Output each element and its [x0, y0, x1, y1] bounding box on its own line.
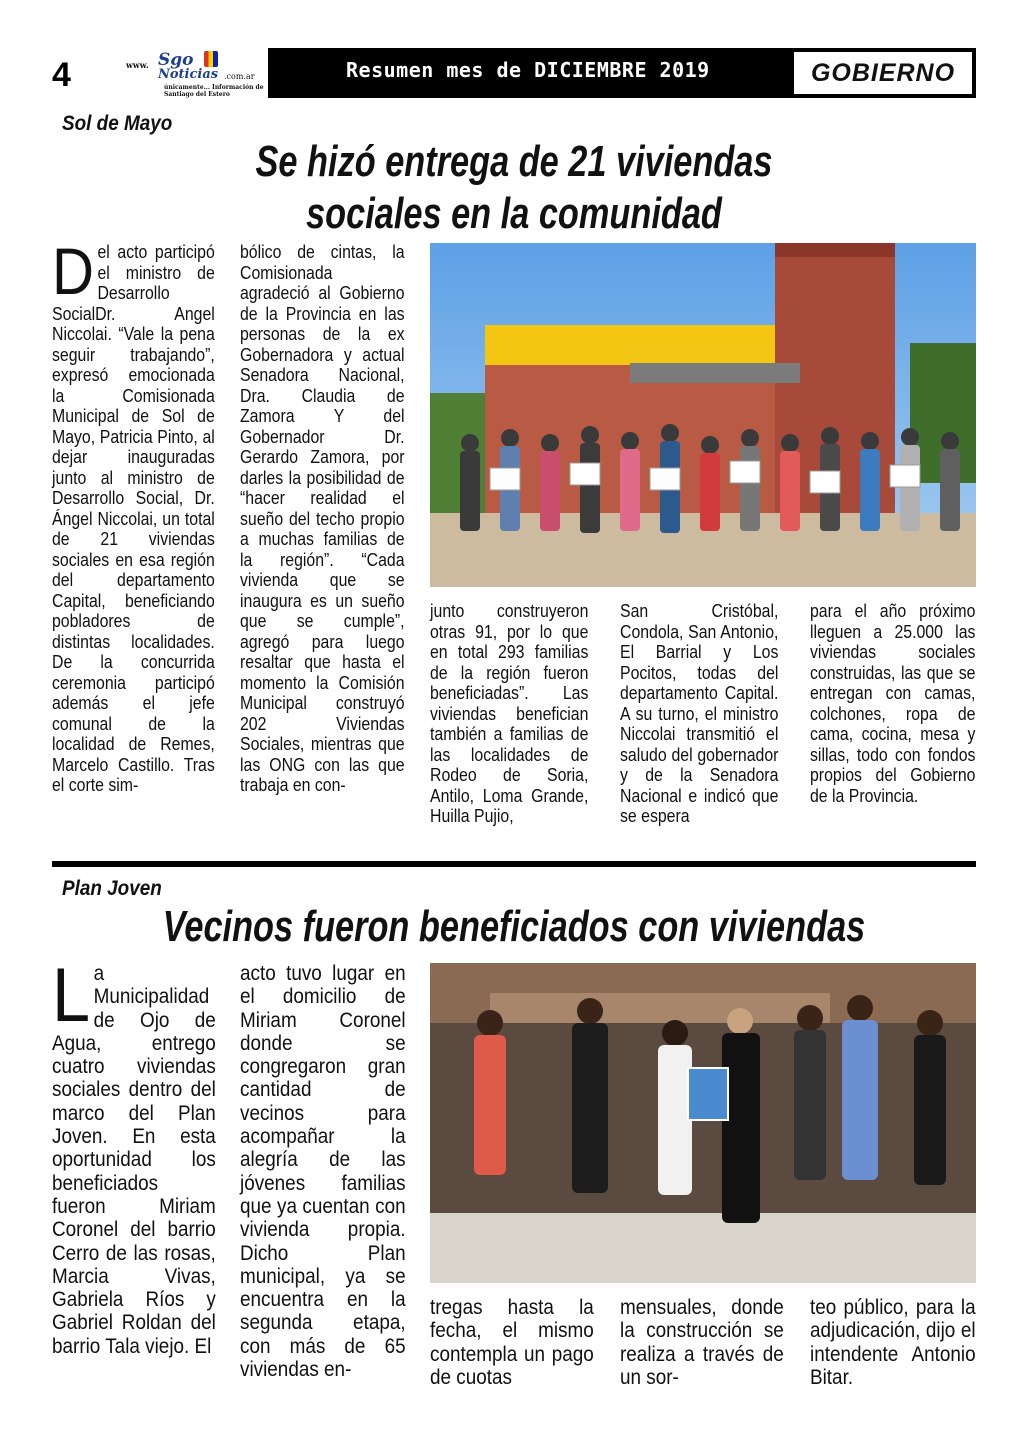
article2-photo-plan-joven	[430, 963, 976, 1283]
section-label: GOBIERNO	[810, 59, 956, 87]
article1-col2-text: bólico de cintas, la Comisionada agradeció al Gobierno de la Provincia en las personas de la ex Gobernadora y actual Senadora Nacional, Dra. Claudia de Zamora Y del Gobernador Dr. Gerardo Zamora, por darles la posibilidad de “hacer realidad el sueño del techo propio a muchas familias de la región”. “Cada vivienda que se inaugura es un sueño que se cumple”, agregó para luego resaltar que hasta el momento la Comisión Municipal construyó 202 Viviendas Sociales, mientras que las ONG con las que trabaja en con-	[240, 242, 405, 795]
article1-headline-line2: sociales en la comunidad	[306, 189, 722, 238]
article2-column-3	[430, 1296, 594, 1432]
logo-name-bottom: Noticias	[158, 67, 219, 82]
section-label-box	[794, 52, 972, 94]
article1-col3-text: junto construyeron otras 91, por lo que en total 293 familias de la región fueron beneficiadas”. Las viviendas benefician también a familias de las localidades de Rodeo de Soria, Antilo, Loma Grande, Huilla Pujio,	[430, 601, 589, 826]
article1-column-4	[620, 601, 778, 851]
article1-column-3	[430, 601, 588, 851]
article2-column-2	[240, 962, 406, 1432]
article1-col5-text: para el año próximo lleguen a 25.000 las viviendas sociales construidas, las que se entregan con camas, colchones, ropa de cama, cocina, mesa y sillas, todo con fondos propios del Gobierno de la Provincia.	[810, 601, 976, 806]
article2-kicker: Plan Joven	[62, 877, 162, 900]
logo-www: www.	[126, 60, 149, 70]
sgo-noticias-logo	[118, 48, 268, 108]
article2-col1-text: a Municipalidad de Ojo de Agua, entrego cuatro viviendas sociales dentro del marco del Plan Joven. En esta oportunidad los beneficiados fueron Miriam Coronel del barrio Cerro de las rosas, Marcia Vivas, Gabriela Ríos y Gabriel Roldan del barrio Tala viejo. El	[52, 962, 216, 1358]
logo-tagline: únicamente... Información de Santiago del Estero	[164, 84, 264, 98]
article2-col4-text: mensuales, donde la construcción se realiza a través de un sor-	[620, 1296, 784, 1389]
article2-column-4	[620, 1296, 784, 1432]
article1-headline-line1: Se hizó entrega de 21 viviendas	[255, 137, 773, 186]
article2-dropcap: L	[52, 953, 91, 1038]
article1-col1-text: el acto participó el ministro de Desarrollo SocialDr. Angel Niccolai. “Vale la pena seguir trabajando”, expresó emocionada la Comisionada Municipal de Sol de Mayo, Patricia Pinto, al dejar inauguradas junto al ministro de Desarrollo Social, Dr. Ángel Niccolai, un total de 21 viviendas sociales en esa región del departamento Capital, beneficiando pobladores de distintas localidades. De la concurrida ceremonia participó además el jefe comunal de la localidad de Remes, Marcelo Castillo. Tras el corte sim-	[52, 242, 215, 795]
article1-column-1	[52, 234, 215, 852]
article1-column-5	[810, 601, 975, 851]
article2-column-1	[52, 953, 216, 1432]
logo-name-top: Sgo	[158, 50, 194, 70]
flag-icon	[204, 51, 218, 67]
article1-dropcap: D	[52, 234, 94, 308]
article1-photo-housing-delivery	[430, 243, 976, 587]
header-bar	[268, 48, 976, 98]
article2-col3-text: tregas hasta la fecha, el mismo contempla un pago de cuotas	[430, 1296, 594, 1389]
group-photo-image	[430, 243, 976, 587]
section-divider	[52, 861, 976, 867]
article2-headline: Vecinos fueron beneficiados con viviendas	[162, 902, 866, 951]
article2-col5-text: teo público, para la adjudicación, dijo el intendente Antonio Bitar.	[810, 1296, 976, 1389]
article1-col4-text: San Cristóbal, Condola, San Antonio, El Barrial y Los Pocitos, todas del departamento Capital. A su turno, el ministro Niccolai transmitió el saludo del gobernador y de la Senadora Nacional e indicó que se espera	[620, 601, 779, 826]
delivery-photo-image	[430, 963, 976, 1283]
page-number: 4	[52, 56, 71, 94]
article2-col2-text: acto tuvo lugar en el domicilio de Miriam Coronel donde se congregaron gran cantidad de vecinos para acompañar la alegría de las jóvenes familias que ya cuentan con vivienda propia. Dicho Plan municipal, ya se encuentra en la segunda etapa, con más de 65 viviendas en-	[240, 962, 406, 1382]
logo-domain: .com.ar	[224, 72, 255, 81]
page-header	[0, 0, 1024, 110]
article1-kicker: Sol de Mayo	[62, 112, 173, 135]
issue-summary: Resumen mes de DICIEMBRE 2019	[346, 58, 710, 82]
article1-column-2	[240, 242, 405, 852]
article2-column-5	[810, 1296, 976, 1432]
